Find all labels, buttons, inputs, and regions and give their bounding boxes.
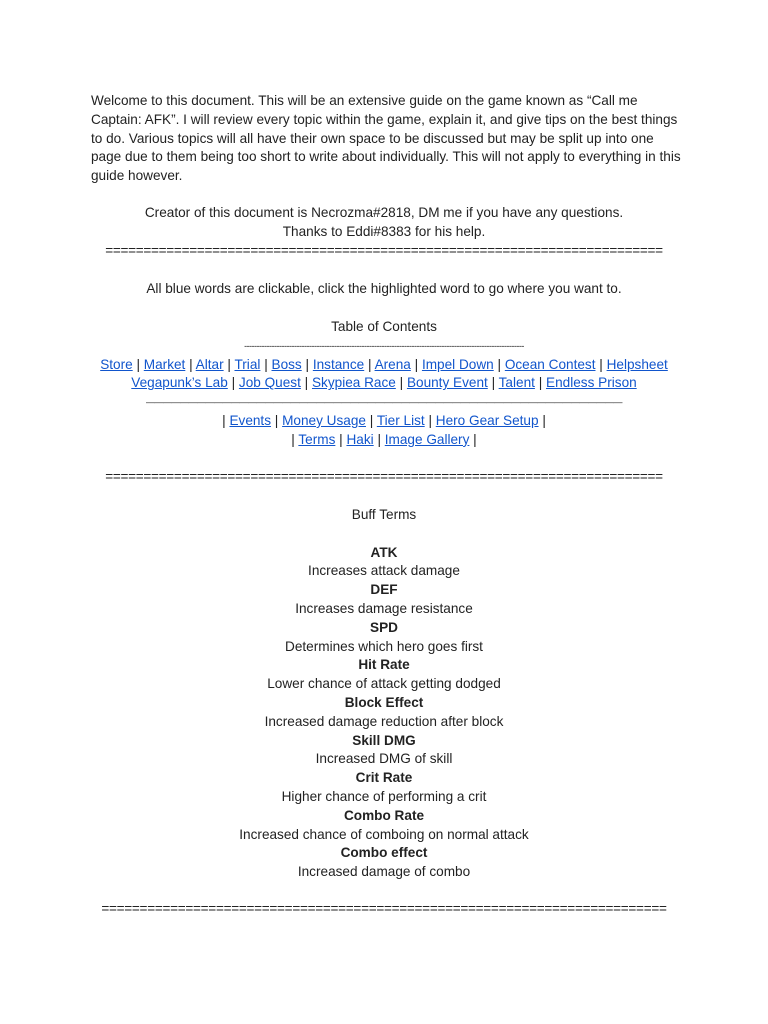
toc-link-terms[interactable]: Terms — [298, 431, 336, 447]
buff-term-description: Increased DMG of skill — [315, 751, 453, 767]
toc-link-job-quest[interactable]: Job Quest — [238, 375, 301, 391]
toc-link-bounty-event[interactable]: Bounty Event — [406, 375, 488, 391]
toc-link-talent[interactable]: Talent — [498, 375, 535, 391]
toc-separator: | — [222, 412, 226, 428]
toc-dash-line-top: ---------------------------------------------------------------------------------------------------------------- — [244, 340, 524, 351]
toc-separator: | — [231, 375, 236, 391]
toc-separator: | — [264, 356, 268, 372]
buff-term-description: Increases damage resistance — [295, 600, 473, 616]
toc-link-hero-gear-setup[interactable]: Hero Gear Setup — [435, 412, 539, 428]
toc-link-helpsheet[interactable]: Helpsheet — [606, 356, 668, 372]
toc-separator: | — [304, 375, 309, 391]
toc-link-ocean-contest[interactable]: Ocean Contest — [504, 356, 596, 372]
buff-term-description: Higher chance of performing a crit — [281, 788, 487, 804]
toc-link-money-usage[interactable]: Money Usage — [282, 412, 366, 428]
toc-separator: | — [369, 412, 374, 428]
toc-link-boss[interactable]: Boss — [271, 356, 302, 372]
separator-rule-text: ========================================================================= — [105, 469, 663, 484]
toc-row-3 — [80, 412, 688, 431]
intro-paragraph: Welcome to this document. This will be an extensive guide on the game known as “Call me Captain: AFK”. I will review every topic within the game, explain it, and give tips on the best things to do. Various topics will all have their own space to be discussed but may be split up into one page due to them being too short to write about individually. This will not apply to everything in this guide however. — [91, 93, 681, 184]
toc-separator: | — [599, 356, 603, 372]
buff-term-combo-effect: Combo effect — [340, 845, 428, 861]
buff-term-hit-rate: Hit Rate — [358, 657, 410, 673]
toc-separator: | — [274, 412, 279, 428]
toc-link-endless-prison[interactable]: Endless Prison — [546, 375, 637, 391]
toc-link-events[interactable]: Events — [229, 412, 272, 428]
toc-separator: | — [538, 375, 543, 391]
toc-link-trial[interactable]: Trial — [234, 356, 261, 372]
table-of-contents — [80, 318, 688, 450]
toc-dash-line-bottom: ———————————————————————————————————————————————————————— — [146, 397, 622, 408]
toc-link-skypiea-race[interactable]: Skypiea Race — [311, 375, 396, 391]
thanks-line: Thanks to Eddi#8383 for his help. — [282, 223, 486, 239]
toc-separator: | — [368, 356, 372, 372]
separator-rule-3 — [80, 900, 688, 919]
buff-terms-section — [80, 506, 688, 882]
buff-term-combo-rate: Combo Rate — [343, 807, 425, 823]
buff-term-block-effect: Block Effect — [344, 694, 424, 710]
buff-term-description: Determines which hero goes first — [285, 638, 483, 654]
toc-link-arena[interactable]: Arena — [374, 356, 411, 372]
toc-separator: | — [473, 431, 477, 447]
toc-title: Table of Contents — [331, 319, 437, 334]
toc-separator: | — [136, 356, 140, 372]
toc-link-market[interactable]: Market — [143, 356, 186, 372]
toc-separator: | — [227, 356, 231, 372]
toc-separator: | — [291, 431, 295, 447]
toc-link-instance[interactable]: Instance — [312, 356, 365, 372]
buff-term-atk: ATK — [370, 544, 398, 560]
separator-rule: ========================================================================= — [105, 242, 663, 258]
separator-rule-bottom-text: ========================================================================== — [101, 901, 667, 916]
toc-row-2 — [80, 374, 688, 393]
toc-separator: | — [542, 412, 546, 428]
toc-link-altar[interactable]: Altar — [195, 356, 224, 372]
toc-link-image-gallery[interactable]: Image Gallery — [384, 431, 470, 447]
toc-separator: | — [497, 356, 502, 372]
buff-term-description: Lower chance of attack getting dodged — [267, 676, 501, 692]
buff-terms-spacer — [80, 525, 688, 544]
credits — [80, 204, 688, 260]
buff-terms-title: Buff Terms — [351, 507, 417, 522]
buff-term-spd: SPD — [370, 619, 398, 635]
toc-link-store[interactable]: Store — [100, 356, 133, 372]
toc-separator: | — [428, 412, 432, 428]
buff-term-description: Increased chance of comboing on normal attack — [239, 826, 529, 842]
buff-term-def: DEF — [370, 582, 398, 598]
toc-separator: | — [377, 431, 381, 447]
toc-link-vegapunk-s-lab[interactable]: Vegapunk’s Lab — [131, 375, 228, 391]
buff-term-description: Increased damage of combo — [297, 864, 471, 880]
toc-separator: | — [414, 356, 419, 372]
toc-link-impel-down[interactable]: Impel Down — [421, 356, 494, 372]
toc-row-4 — [80, 431, 688, 450]
toc-link-haki[interactable]: Haki — [346, 431, 374, 447]
toc-row-1 — [80, 356, 688, 375]
buff-term-description: Increases attack damage — [308, 563, 460, 579]
toc-link-tier-list[interactable]: Tier List — [376, 412, 425, 428]
creator-line: Creator of this document is Necrozma#2818, DM me if you have any questions. — [144, 205, 624, 220]
buff-term-description: Increased damage reduction after block — [264, 713, 504, 729]
toc-separator: | — [339, 431, 343, 447]
buff-term-crit-rate: Crit Rate — [355, 770, 413, 786]
toc-separator: | — [491, 375, 496, 391]
buff-term-skill-dmg: Skill DMG — [352, 732, 416, 748]
toc-separator: | — [189, 356, 193, 372]
clickable-note: All blue words are clickable, click the highlighted word to go where you want to. — [146, 281, 622, 296]
toc-separator: | — [399, 375, 404, 391]
buff-terms-list — [80, 544, 688, 882]
separator-rule-2 — [80, 468, 688, 487]
toc-separator: | — [305, 356, 310, 372]
